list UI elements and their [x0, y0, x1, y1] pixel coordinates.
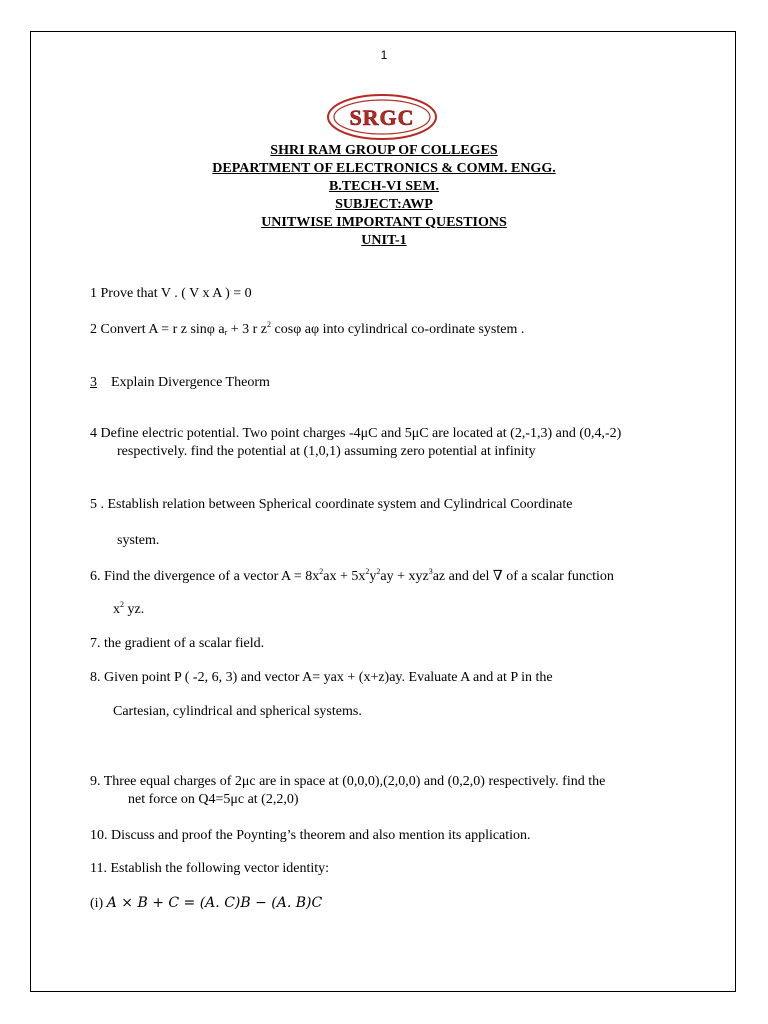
course-semester: B.TECH-VI SEM. [328, 179, 440, 194]
question-4: 4 Define electric potential. Two point charges -4μC and 5μC are located at (2,-1,3) and (0,4,-2) [90, 426, 622, 441]
question-1: 1 Prove that V . ( V x A ) = 0 [90, 286, 252, 301]
subject: SUBJECT:AWP [335, 197, 433, 212]
page-number: 1 [380, 48, 388, 62]
document-title: UNITWISE IMPORTANT QUESTIONS [261, 215, 507, 230]
question-9-continued: net force on Q4=5μc at (2,2,0) [128, 792, 299, 807]
question-7: 7. the gradient of a scalar field. [90, 636, 265, 651]
document-header [0, 142, 768, 250]
vector-identity: (i) A × B + C = (A. C)B − (A. B)C [90, 895, 323, 911]
question-3: 3 Explain Divergence Theorm [90, 375, 270, 390]
question-8: 8. Given point P ( -2, 6, 3) and vector A= yax + (x+z)ay. Evaluate A and at P in the [90, 670, 553, 685]
question-9: 9. Three equal charges of 2μc are in space at (0,0,0),(2,0,0) and (0,2,0) respectively. find the [90, 774, 606, 789]
question-10: 10. Discuss and proof the Poynting’s theorem and also mention its application. [90, 828, 531, 843]
question-5-continued: system. [117, 533, 160, 548]
question-6: 6. Find the divergence of a vector $A = 8x^2ax + 5x^2y^2ay + xyz^3az$ and del ∇ of a scalar function [90, 567, 614, 584]
question-8-continued: Cartesian, cylindrical and spherical systems. [113, 704, 362, 719]
question-11: 11. Establish the following vector identity: [90, 861, 329, 876]
logo-text: SRGC [349, 105, 415, 130]
college-name: SHRI RAM GROUP OF COLLEGES [270, 143, 498, 158]
identity-formula: A × B + C = (A. C)B − (A. B)C [106, 895, 323, 911]
question-5: 5 . Establish relation between Spherical coordinate system and Cylindrical Coordinate [90, 497, 573, 512]
question-2: 2 Convert A = r z sinφ $a_r + 3$ r $z^2$ cosφ aφ into cylindrical co-ordinate system . [90, 320, 525, 337]
unit-title: UNIT-1 [361, 233, 407, 248]
college-logo [326, 93, 438, 141]
question-6-continued: $x^2$ yz. [113, 600, 145, 617]
department-name: DEPARTMENT OF ELECTRONICS & COMM. ENGG. [212, 161, 556, 176]
question-4-continued: respectively. find the potential at (1,0,1) assuming zero potential at infinity [117, 444, 536, 459]
